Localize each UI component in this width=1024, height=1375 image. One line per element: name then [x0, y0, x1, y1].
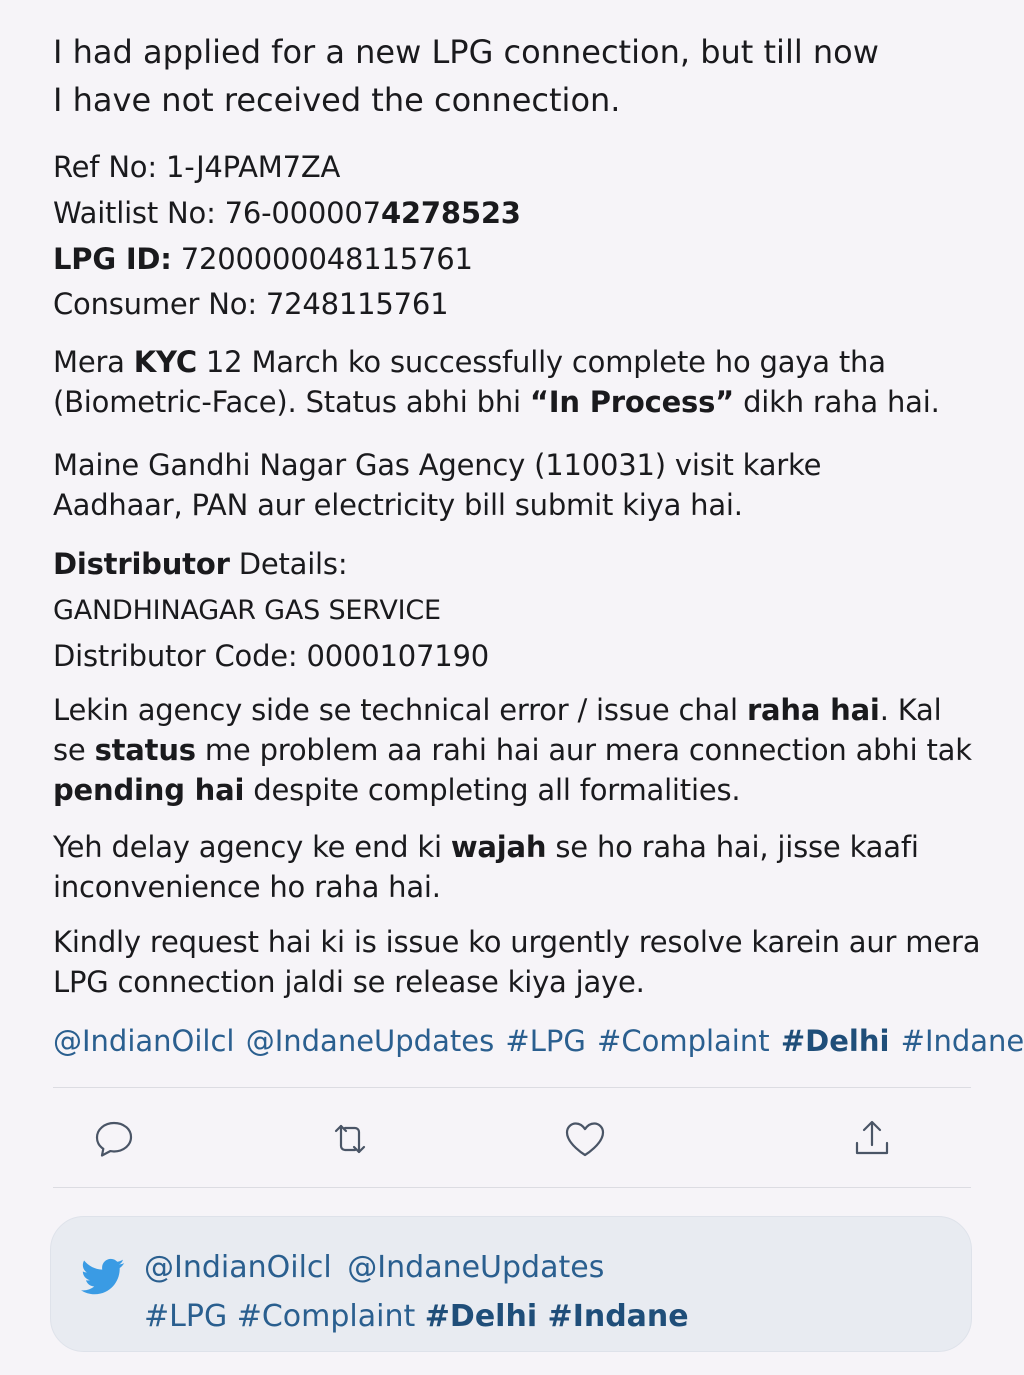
kyc-paragraph: [53, 342, 993, 422]
delay-line: [53, 827, 993, 867]
card-tags-bold[interactable]: #Delhi #Indane: [424, 1299, 689, 1334]
kyc-line: [53, 382, 993, 422]
tag-indane[interactable]: #Indane: [889, 1024, 1024, 1058]
text: me problem aa rahi hai aur mera connection abhi tak: [195, 733, 972, 767]
text: Lekin agency side se technical error / issue chal: [53, 693, 747, 727]
retweet-button[interactable]: [323, 1112, 377, 1166]
reply-icon: [90, 1115, 138, 1163]
issue-paragraph: [53, 690, 993, 810]
twitter-bird-icon: [81, 1257, 125, 1297]
consumer-number: Consumer No: 7248115761: [53, 287, 449, 321]
lpg-id-label: LPG ID:: [53, 242, 172, 276]
visit-line: Maine Gandhi Nagar Gas Agency (110031) visit karke: [53, 448, 822, 482]
waitlist-number: [53, 190, 993, 237]
tweet-actions: [53, 1100, 971, 1180]
waitlist-prefix: Waitlist No: 76-000007: [53, 196, 381, 230]
text: despite completing all formalities.: [244, 773, 741, 807]
distributor-heading: [53, 542, 993, 587]
issue-line: [53, 770, 993, 810]
tweet-intro: [53, 28, 973, 124]
text-bold: raha hai: [746, 693, 880, 727]
mention-card[interactable]: [50, 1216, 972, 1352]
hashtags-mentions[interactable]: [53, 1021, 1024, 1061]
card-mentions[interactable]: @IndianOilcl @IndaneUpdates: [144, 1250, 605, 1285]
intro-line: I had applied for a new LPG connection, but till now: [53, 33, 879, 71]
text: . Kal: [879, 693, 942, 727]
distributor-name: GANDHINAGAR GAS SERVICE: [53, 595, 441, 626]
request-paragraph: [53, 922, 993, 1002]
reply-button[interactable]: [87, 1112, 141, 1166]
text: se ho raha hai, jisse kaafi: [546, 830, 919, 864]
text-bold: wajah: [450, 830, 547, 864]
divider: [53, 1087, 971, 1088]
lpg-id-value: 7200000048115761: [171, 242, 473, 276]
like-button[interactable]: [558, 1112, 612, 1166]
text: Mera: [53, 345, 134, 379]
share-button[interactable]: [845, 1112, 899, 1166]
ref-number: Ref No: 1-J4PAM7ZA: [53, 150, 341, 184]
waitlist-bold: 4278523: [380, 196, 521, 230]
issue-line: [53, 730, 993, 770]
retweet-icon: [326, 1115, 374, 1163]
text: (Biometric-Face). Status abhi bhi: [53, 385, 530, 419]
intro-line: I have not received the connection.: [53, 81, 621, 119]
kyc-line: [53, 342, 993, 382]
distributor-code: Distributor Code: 0000107190: [53, 639, 490, 673]
heart-icon: [561, 1115, 609, 1163]
heading-bold: Distributor: [53, 547, 230, 581]
issue-line: [53, 690, 993, 730]
reference-details: [53, 145, 993, 327]
text: se: [53, 733, 95, 767]
text-bold: status: [94, 733, 196, 767]
visit-line: Aadhaar, PAN aur electricity bill submit kiya hai.: [53, 488, 743, 522]
request-line: LPG connection jaldi se release kiya jaye.: [53, 965, 645, 999]
delay-line: inconvenience ho raha hai.: [53, 870, 441, 904]
text: Yeh delay agency ke end ki: [53, 830, 451, 864]
distributor-details: [53, 542, 993, 679]
text: 12 March ko successfully complete ho gaya tha: [196, 345, 886, 379]
divider: [53, 1187, 971, 1188]
status-bold: “In Process”: [529, 385, 735, 419]
kyc-bold: KYC: [133, 345, 197, 379]
visit-paragraph: [53, 445, 993, 525]
text: dikh raha hai.: [734, 385, 940, 419]
request-line: Kindly request hai ki is issue ko urgently resolve karein aur mera: [53, 925, 981, 959]
card-tags[interactable]: #LPG #Complaint: [144, 1299, 425, 1334]
heading-rest: Details:: [229, 547, 348, 581]
tag-delhi[interactable]: #Delhi: [780, 1024, 890, 1058]
lpg-id: [53, 237, 993, 282]
share-icon: [848, 1115, 896, 1163]
card-hashtags[interactable]: [144, 1296, 689, 1338]
text-bold: pending hai: [53, 773, 245, 807]
tags-text[interactable]: @IndianOilcl @IndaneUpdates #LPG #Complaint: [53, 1024, 781, 1058]
delay-paragraph: [53, 827, 993, 907]
